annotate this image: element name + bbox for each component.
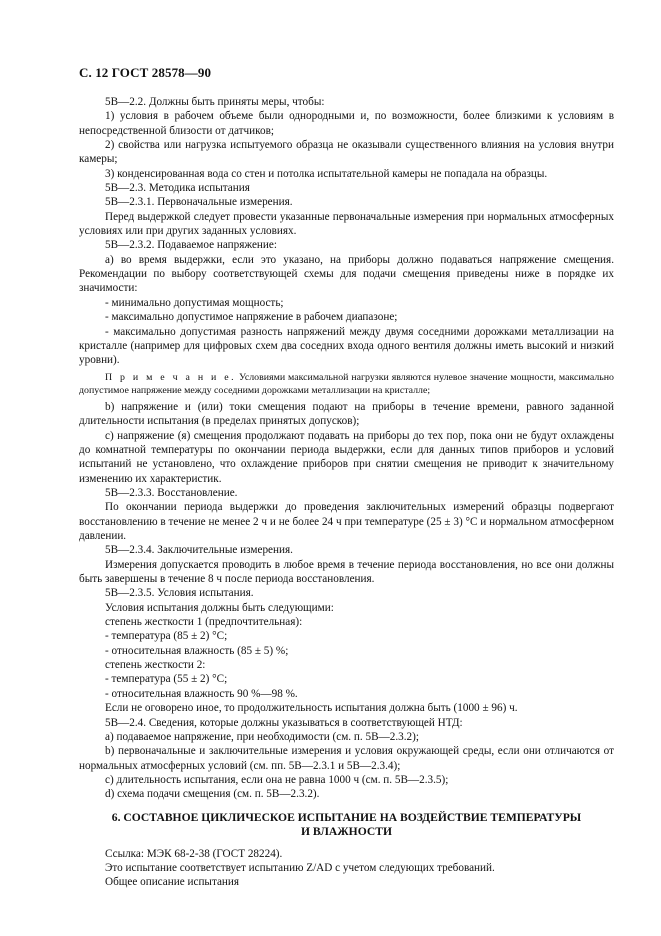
paragraph: а) во время выдержки, если это указано, на приборы должно подаваться напряжение смещения. Рекомендации по выбору соответствующей схемы для подачи смещения приведены ниже в порядке их значимости:	[79, 253, 614, 295]
paragraph: 2) свойства или нагрузка испытуемого образца не оказывали существенного влияния на условия внутри камеры;	[79, 139, 614, 166]
paragraph: степень жесткости 1 (предпочтительная):	[105, 616, 303, 629]
note	[79, 371, 614, 397]
page-header: С. 12 ГОСТ 28578—90	[79, 65, 212, 80]
paragraph: 5В—2.3. Методика испытания	[105, 182, 250, 195]
paragraph: 5В—2.3.1. Первоначальные измерения.	[105, 196, 293, 209]
paragraph: Общее описание испытания	[105, 876, 240, 889]
list-item: - максимально допустимая разность напряжений между двумя соседними дорожками металлизации на кристалле (например для цифровых схем два соседних входа одного вентиля должны иметь высокий и низкий уровни).	[79, 325, 614, 367]
section-heading	[79, 811, 614, 839]
document-body	[79, 95, 614, 890]
list-item: - температура (55 ± 2) °С;	[105, 673, 228, 686]
paragraph: Перед выдержкой следует провести указанные первоначальные измерения при нормальных атмосферных условиях или при других заданных условиях.	[79, 210, 614, 238]
list-item: - относительная влажность (85 ± 5) %;	[105, 644, 289, 657]
paragraph: 3) конденсированная вода со стен и потолка испытательной камеры не попадала на образцы.	[105, 167, 548, 180]
list-item: d) схема подачи смещения (см. п. 5В—2.3.2).	[105, 788, 320, 801]
list-item: - относительная влажность 90 %—98 %.	[105, 687, 298, 700]
list-item: а) подаваемое напряжение, при необходимости (см. п. 5В—2.3.2);	[105, 730, 419, 743]
paragraph: Измерения допускается проводить в любое время в течение периода восстановления, но все они должны быть завершены в течение 8 ч после периода восстановления.	[79, 558, 614, 586]
paragraph: 5В—2.3.5. Условия испытания.	[105, 587, 254, 600]
paragraph: Ссылка: МЭК 68-2-38 (ГОСТ 28224).	[105, 847, 283, 860]
section-heading-line1: 6. СОСТАВНОЕ ЦИКЛИЧЕСКОЕ ИСПЫТАНИЕ НА ВОЗДЕЙСТВИЕ ТЕМПЕРАТУРЫ	[111, 810, 582, 824]
paragraph: с) напряжение (я) смещения продолжают подавать на приборы до тех пор, пока они не будут охлаждены до комнатной температуры по окончании периода выдержки, если для данных типов приборов и условий испытаний не установлено, что охлаждение приборов при снятии смещения не приводит к значительному изменению их характеристик.	[79, 429, 614, 485]
paragraph: Если не оговорено иное, то продолжительность испытания должна быть (1000 ± 96) ч.	[105, 702, 518, 715]
section-heading-line2: И ВЛАЖНОСТИ	[301, 824, 392, 838]
paragraph: степень жесткости 2:	[105, 659, 206, 672]
list-item: - максимально допустимое напряжение в рабочем диапазоне;	[105, 311, 398, 324]
note-label: П р и м е ч а н и е.	[105, 371, 237, 383]
paragraph: По окончании периода выдержки до проведения заключительных измерений образцы подвергают восстановлению в течение не менее 2 ч и не более 24 ч при температуре (25 ± 3) °С и нормальном атмосферном давлении.	[79, 501, 614, 543]
paragraph: 5В—2.4. Сведения, которые должны указываться в соответствующей НТД:	[105, 716, 463, 729]
list-item: - минимально допустимая мощность;	[105, 296, 284, 309]
list-item: - температура (85 ± 2) °С;	[105, 630, 228, 643]
paragraph: 1) условия в рабочем объеме были однородными и, по возможности, более близкими к условиям в непосредственной близости от датчиков;	[79, 110, 614, 137]
paragraph: 5В—2.3.3. Восстановление.	[105, 487, 238, 499]
paragraph: Условия испытания должны быть следующими:	[105, 601, 334, 614]
paragraph: Это испытание соответствует испытанию Z/AD с учетом следующих требований.	[105, 861, 495, 874]
paragraph: 5В—2.3.2. Подаваемое напряжение:	[105, 239, 277, 252]
paragraph: 5В—2.2. Должны быть приняты меры, чтобы:	[105, 96, 325, 108]
list-item: с) длительность испытания, если она не равна 1000 ч (см. п. 5В—2.3.5);	[105, 773, 449, 786]
note-text: Условиями максимальной нагрузки являются нулевое значение мощности, максимально допустимое напряжение между соседними дорожками металлизации на кристалле;	[79, 371, 614, 396]
list-item: b) первоначальные и заключительные измерения и условия окружающей среды, если они отличаются от нормальных атмосферных условий (см. пп. 5В—2.3.1 и 5В—2.3.4);	[79, 745, 614, 772]
paragraph: 5В—2.3.4. Заключительные измерения.	[105, 544, 293, 557]
paragraph: b) напряжение и (или) токи смещения подают на приборы в течение времени, равного заданной длительности испытания (в пределах принятых допусков);	[79, 400, 614, 428]
